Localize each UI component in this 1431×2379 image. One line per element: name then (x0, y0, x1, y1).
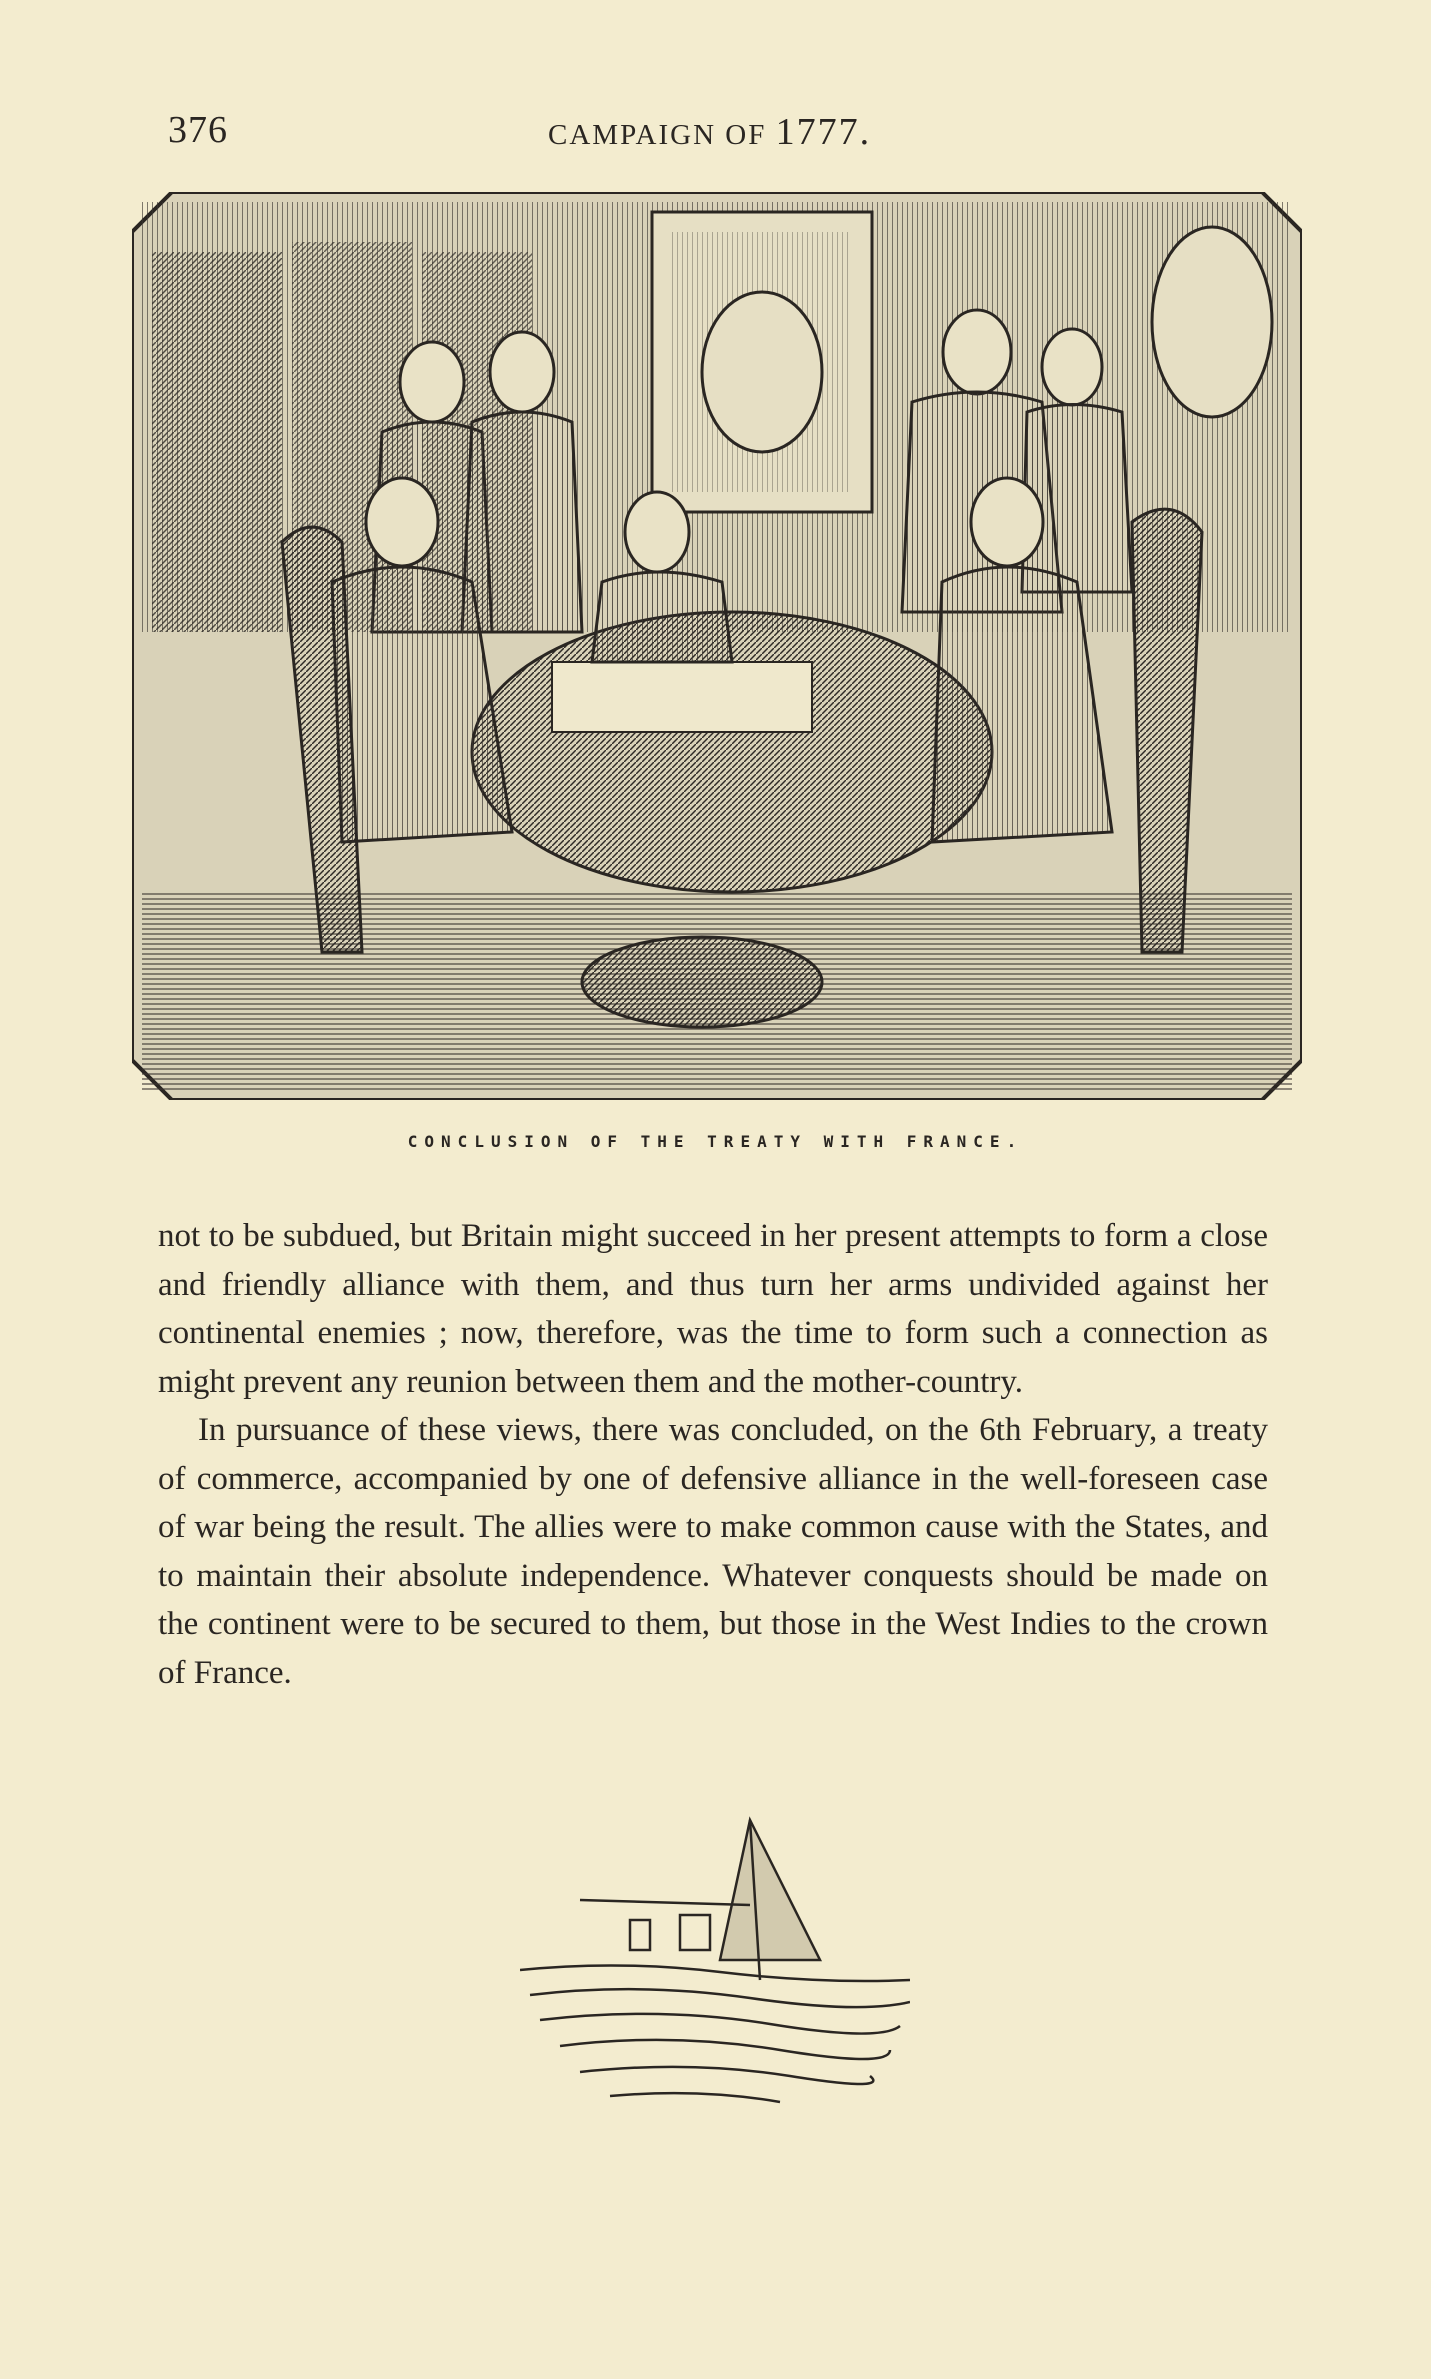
paragraph: In pursuance of these views, there was concluded, on the 6th February, a treaty of commerce, accompanied by one of defensive alliance in the well-foreseen case of war being the result. The allies were to make common cause with the States, and to maintain their absolute independence. Whatever conquests should be made on the continent were to be secured to them, but those in the West Indies to the crown of France. (158, 1412, 1268, 1691)
ship-vignette (520, 1810, 910, 2130)
running-head-title: CAMPAIGN OF (548, 119, 767, 151)
running-head (548, 110, 871, 154)
engraving-illustration (132, 192, 1302, 1100)
running-head-year: 1777. (775, 111, 872, 153)
page-number: 376 (168, 109, 228, 151)
illustration-caption: CONCLUSION OF THE TREATY WITH FRANCE. (407, 1132, 1024, 1151)
paragraph: not to be subdued, but Britain might succeed in her present attempts to form a close and friendly alliance with them, and thus turn her arms undivided against her continental enemies ; now, therefore, was the time to form such a connection as might prevent any reunion between them and the mother-country. (158, 1218, 1268, 1400)
body-text (158, 1212, 1268, 1697)
